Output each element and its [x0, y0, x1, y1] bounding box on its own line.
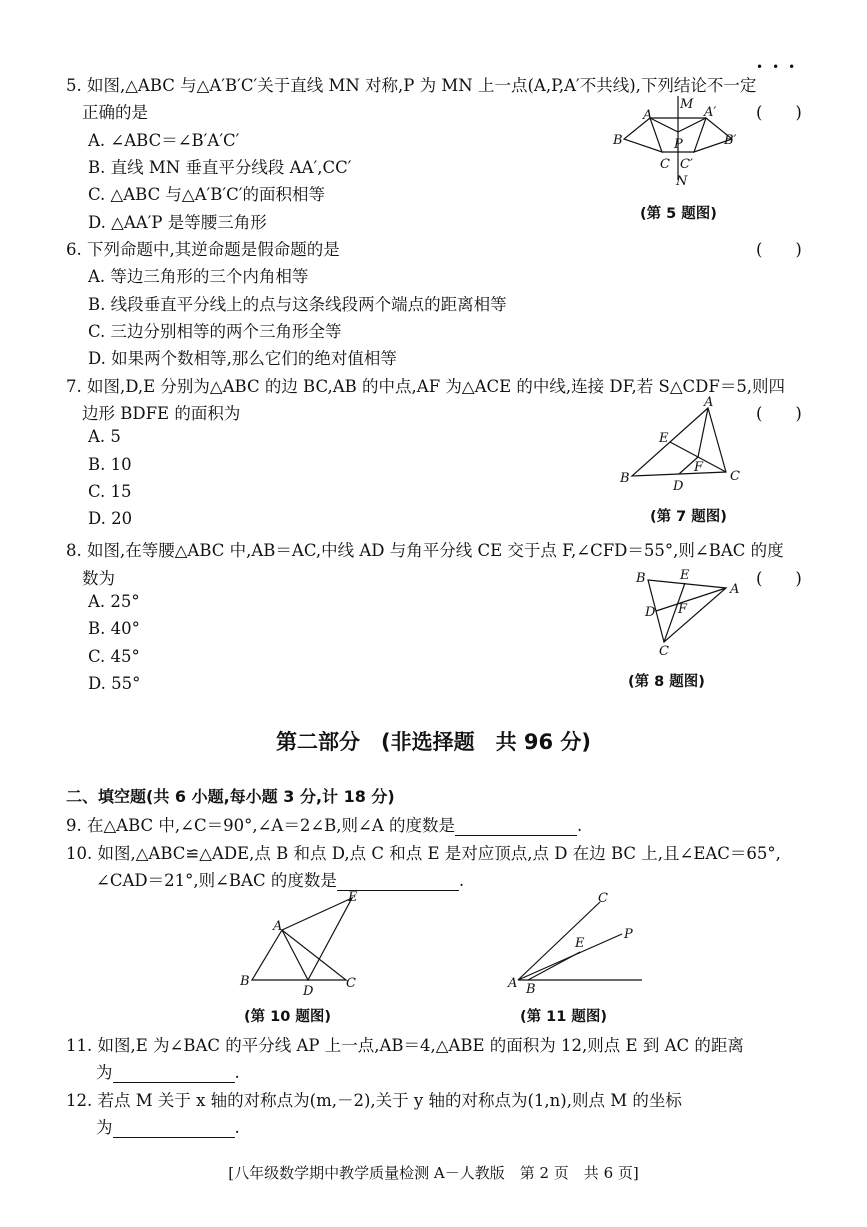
- q8-option-b: B. 40°: [88, 619, 140, 638]
- q8-line1: 8. 如图,在等腰△ABC 中,AB＝AC,中线 AD 与角平分线 CE 交于点 F,∠CFD＝55°,则∠BAC 的度: [66, 541, 784, 560]
- label-a-prime: A′: [704, 105, 717, 120]
- page-footer: [八年级数学期中教学质量检测 A－人教版 第 2 页 共 6 页]: [228, 1164, 639, 1182]
- label-a: A: [273, 919, 283, 934]
- q5-option-c: C. △ABC 与△A′B′C′的面积相等: [88, 185, 326, 204]
- q8-option-c: C. 45°: [88, 647, 140, 666]
- q7-line1: 7. 如图,D,E 分别为△ABC 的边 BC,AB 的中点,AF 为△ACE 的中线,连接 DF,若 S△CDF＝5,则四: [66, 377, 786, 396]
- label-d: D: [673, 479, 684, 494]
- q6-line1: 6. 下列命题中,其逆命题是假命题的是: [66, 240, 340, 259]
- triangle-abc: [624, 118, 662, 152]
- q8-line2: 数为: [82, 569, 115, 588]
- emphasis-dots: •••: [756, 60, 805, 74]
- q9-line: [66, 812, 582, 836]
- label-b: B: [613, 133, 623, 148]
- q12-end: .: [234, 1118, 240, 1137]
- label-b: B: [240, 974, 250, 989]
- label-c: C: [730, 469, 740, 484]
- q6-option-b: B. 线段垂直平分线上的点与这条线段两个端点的距离相等: [88, 295, 507, 314]
- q7-figure: [618, 396, 748, 496]
- label-b: B: [636, 571, 646, 586]
- triangle-abc: [252, 930, 346, 980]
- label-a: A: [508, 976, 518, 991]
- q10-line1: 10. 如图,△ABC≌△ADE,点 B 和点 D,点 C 和点 E 是对应顶点,点 D 在边 BC 上,且∠EAC＝65°,: [66, 844, 781, 863]
- label-e: E: [575, 936, 585, 951]
- part-two-heading: 第二部分 (非选择题 共 96 分): [275, 730, 592, 754]
- section-two-heading: 二、填空题(共 6 小题,每小题 3 分,计 18 分): [66, 787, 395, 806]
- q6-option-a: A. 等边三角形的三个内角相等: [88, 267, 309, 286]
- label-b: B: [526, 982, 536, 997]
- label-a: A: [730, 582, 740, 597]
- label-d: D: [645, 605, 656, 620]
- q12-line2: [96, 1114, 240, 1138]
- label-p: P: [624, 927, 633, 942]
- label-c: C: [659, 644, 669, 659]
- q9-answer-blank[interactable]: [455, 816, 577, 836]
- q5-option-d: D. △AA′P 是等腰三角形: [88, 213, 267, 232]
- q11-text: 为: [96, 1063, 113, 1082]
- q9-end: .: [577, 816, 583, 835]
- label-c: C: [346, 976, 356, 991]
- q5-caption: (第 5 题图): [640, 206, 717, 222]
- label-a: A: [643, 108, 653, 123]
- q7-option-a: A. 5: [88, 427, 121, 446]
- label-f: F: [678, 602, 688, 617]
- q10-end: .: [458, 871, 465, 890]
- q6-option-d: D. 如果两个数相等,那么它们的绝对值相等: [88, 349, 397, 368]
- label-m: M: [680, 97, 694, 112]
- label-e: E: [680, 568, 690, 583]
- q7-option-d: D. 20: [88, 509, 133, 528]
- q10-text: ∠CAD＝21°,则∠BAC 的度数是: [96, 871, 337, 890]
- ray-ac: [518, 902, 600, 980]
- label-d: D: [303, 984, 314, 999]
- q8-caption: (第 8 题图): [628, 674, 705, 690]
- q11-end: .: [234, 1063, 240, 1082]
- q7-caption: (第 7 题图): [650, 509, 727, 525]
- q8-option-d: D. 55°: [88, 674, 141, 693]
- q11-caption: (第 11 题图): [520, 1009, 608, 1025]
- q12-answer-blank[interactable]: [113, 1118, 235, 1138]
- triangle-abc: [632, 408, 726, 476]
- label-b: B: [620, 471, 630, 486]
- q11-line2: [96, 1059, 240, 1083]
- label-b-prime: B′: [724, 133, 737, 148]
- q9-text: 9. 在△ABC 中,∠C＝90°,∠A＝2∠B,则∠A 的度数是: [66, 816, 455, 835]
- q6-option-c: C. 三边分别相等的两个三角形全等: [88, 322, 342, 341]
- q11-figure: [504, 890, 649, 1000]
- label-n: N: [676, 174, 688, 189]
- q11-line1: 11. 如图,E 为∠BAC 的平分线 AP 上一点,AB＝4,△ABE 的面积为 12,则点 E 到 AC 的距离: [66, 1036, 744, 1055]
- q8-figure: [628, 566, 748, 658]
- q8-option-a: A. 25°: [88, 592, 140, 611]
- label-p: P: [674, 137, 683, 152]
- q7-option-b: B. 10: [88, 455, 132, 474]
- q5-line1: 5. 如图,△ABC 与△A′B′C′关于直线 MN 对称,P 为 MN 上一点(A,P,A′不共线),下列结论不一定: [66, 76, 757, 95]
- label-e: E: [659, 431, 669, 446]
- q5-answer-paren: ( ): [756, 103, 802, 122]
- q10-figure: [236, 888, 376, 998]
- label-a: A: [704, 395, 714, 410]
- q5-line2: 正确的是: [82, 103, 148, 122]
- q8-answer-paren: ( ): [756, 569, 802, 588]
- q12-text: 为: [96, 1118, 113, 1137]
- q7-option-c: C. 15: [88, 482, 132, 501]
- q5-figure: [610, 92, 750, 192]
- q5-option-b: B. 直线 MN 垂直平分线段 AA′,CC′: [88, 158, 352, 177]
- q11-answer-blank[interactable]: [113, 1063, 235, 1083]
- triangle-ade: [282, 898, 352, 980]
- q7-answer-paren: ( ): [756, 404, 802, 423]
- label-c: C: [598, 891, 608, 906]
- q12-line1: 12. 若点 M 关于 x 轴的对称点为(m,－2),关于 y 轴的对称点为(1,n),则点 M 的坐标: [66, 1091, 682, 1110]
- label-c-prime: C′: [680, 157, 693, 172]
- q7-line2: 边形 BDFE 的面积为: [82, 404, 241, 423]
- label-f: F: [694, 460, 704, 475]
- label-c: C: [660, 157, 670, 172]
- q5-option-a: A. ∠ABC＝∠B′A′C′: [88, 131, 240, 150]
- label-e: E: [348, 890, 358, 905]
- q10-caption: (第 10 题图): [244, 1009, 332, 1025]
- q6-answer-paren: ( ): [756, 240, 802, 259]
